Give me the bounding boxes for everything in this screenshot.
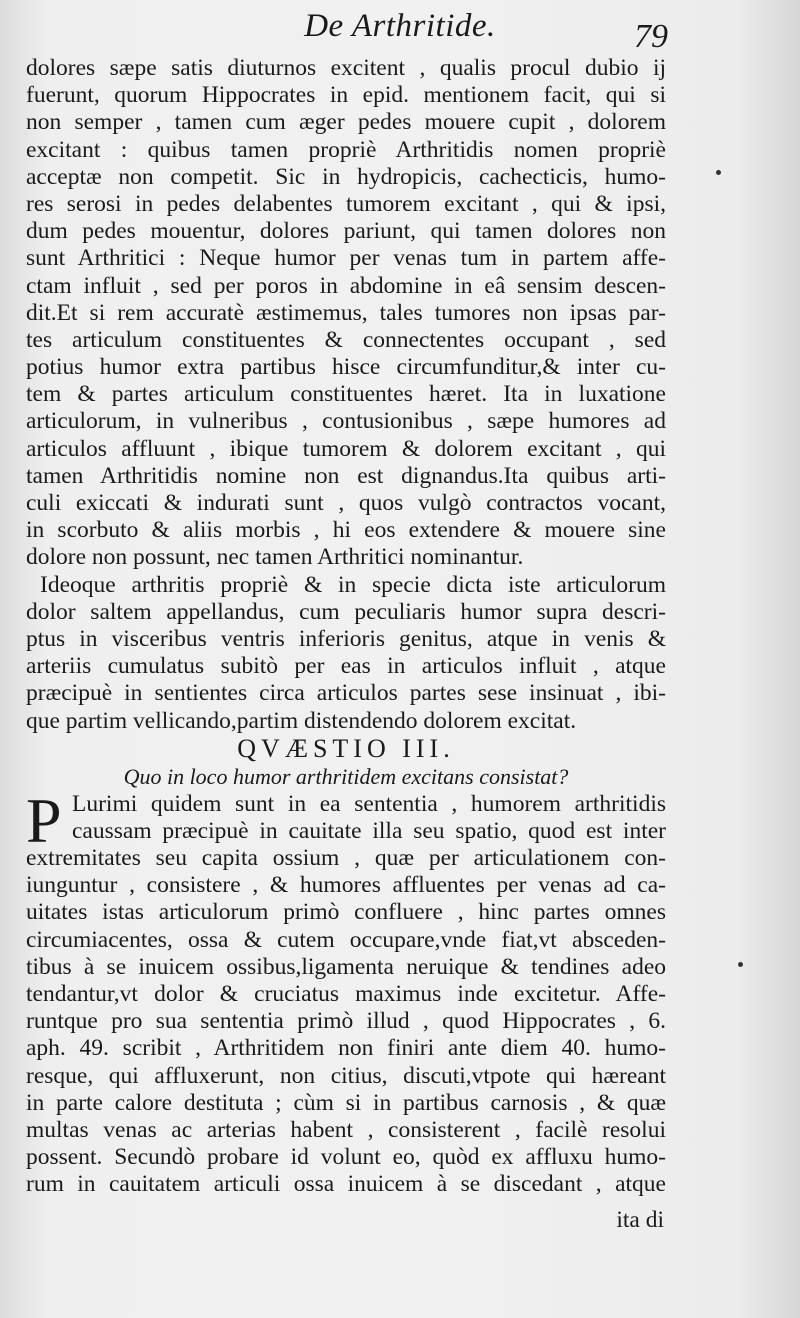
text-line: Ideoque arthritis propriè & in specie dicta iste articulorum <box>40 571 666 598</box>
text-line: extremitates seu capita ossium , quæ per articulationem con- <box>26 845 666 872</box>
text-line: fuerunt, quorum Hippocrates in epid. mentionem facit, qui si <box>26 82 666 109</box>
text-line: que partim vellicando,partim distendendo dolorem excitat. <box>26 707 577 734</box>
text-line: rum in cauitatem articuli ossa inuicem à se discedant , atque <box>26 1171 666 1198</box>
text-line: tes articulum constituentes & connectentes occupant , sed <box>26 326 666 353</box>
text-line: dolores sæpe satis diuturnos excitent , qualis procul dubio ij <box>26 55 666 81</box>
text-line: non semper , tamen cum æger pedes mouere cupit , dolorem <box>26 109 666 136</box>
text-line: tibus à se inuicem ossibus,ligamenta neruique & tendines adeo <box>26 953 666 980</box>
text-line: in parte calore destituta ; cùm si in partibus carnosis , & quæ <box>26 1089 666 1116</box>
text-line: runtque pro sua sententia primò illud , quod Hippocrates , 6. <box>26 1008 666 1035</box>
page-header <box>0 6 800 54</box>
text-line: dolore non possunt, nec tamen Arthritici nominantur. <box>26 544 524 571</box>
drop-cap: P <box>26 784 62 856</box>
margin-speck <box>716 170 721 175</box>
text-line: caussam præcipuè in cauitate illa seu spatio, quod est inter <box>72 817 666 844</box>
text-line: sunt Arthritici : Neque humor per venas tum in partem affe- <box>26 245 666 272</box>
text-line: dit.Et si rem accuratè æstimemus, tales tumores non ipsas par- <box>26 299 666 326</box>
text-line: tamen Arthritidis nomine non est dignandus.Ita quibus arti- <box>26 462 666 489</box>
text-line: potius humor extra partibus hisce circumfunditur,& inter cu- <box>26 354 666 381</box>
paragraph-3 <box>26 784 666 1199</box>
paragraph-1 <box>26 55 666 572</box>
text-line: possent. Secundò probare id volunt eo, quòd ex affluxu humo- <box>26 1144 666 1171</box>
question-subheading: Quo in loco humor arthritidem excitans consistat? <box>123 763 569 789</box>
paragraph-2 <box>26 572 666 735</box>
text-line: aph. 49. scribit , Arthritidem non finiri ante diem 40. humo- <box>26 1035 666 1062</box>
question-heading: QVÆSTIO III. <box>237 733 455 763</box>
text-line: acceptæ non competit. Sic in hydropicis, cachecticis, humo- <box>26 163 666 190</box>
text-line: multas venas ac arterias habent , consisterent , facilè resolui <box>26 1116 666 1143</box>
text-line: articulorum, in vulneribus , contusionibus , sæpe humores ad <box>26 408 666 435</box>
text-line: resque, qui affluxerunt, non citius, discuti,vtpote qui hæreant <box>26 1062 666 1089</box>
text-line: excitant : quibus tamen propriè Arthritidis nomen propriè <box>26 136 666 163</box>
text-line: ctam influit , sed per poros in abdomine in eâ sensim descen- <box>26 272 666 299</box>
text-line: culi exiccati & indurati sunt , quos vulgò contractos vocant, <box>26 490 666 516</box>
page-body <box>26 55 666 1199</box>
text-line: circumiacentes, ossa & cutem occupare,vnde fiat,vt absceden- <box>26 926 666 953</box>
text-line: dum pedes mouentur, dolores pariunt, qui tamen dolores non <box>26 218 666 245</box>
text-line: uitates istas articulorum primò confluere , hinc partes omnes <box>26 899 666 926</box>
margin-speck <box>738 962 743 967</box>
text-line: articulos affluunt , ibique tumorem & dolorem excitant , qui <box>26 435 666 462</box>
text-line: præcipuè in sentientes circa articulos partes sese insinuat , ibi- <box>26 680 666 707</box>
text-line: Lurimi quidem sunt in ea sententia , humorem arthritidis <box>72 790 666 817</box>
text-line: tendantur,vt dolor & cruciatus maximus inde excitetur. Affe- <box>26 981 666 1007</box>
text-line: res serosi in pedes delabentes tumorem excitant , qui & ipsi, <box>26 190 666 217</box>
text-line: tem & partes articulum constituentes hæret. Ita in luxatione <box>26 381 666 408</box>
catchword: ita di <box>616 1207 664 1233</box>
text-line: dolor saltem appellandus, cum peculiaris humor supra descri- <box>26 598 666 625</box>
page-number: 79 <box>634 18 668 55</box>
text-line: arteriis cumulatus subitò per eas in articulos influit , atque <box>26 653 666 680</box>
running-title: De Arthritide. <box>304 8 496 44</box>
text-line: iunguntur , consistere , & humores affluentes per venas ad ca- <box>26 872 666 899</box>
text-line: ptus in visceribus ventris inferioris genitus, atque in venis & <box>26 625 666 652</box>
text-line: in scorbuto & aliis morbis , hi eos extendere & mouere sine <box>26 517 666 544</box>
